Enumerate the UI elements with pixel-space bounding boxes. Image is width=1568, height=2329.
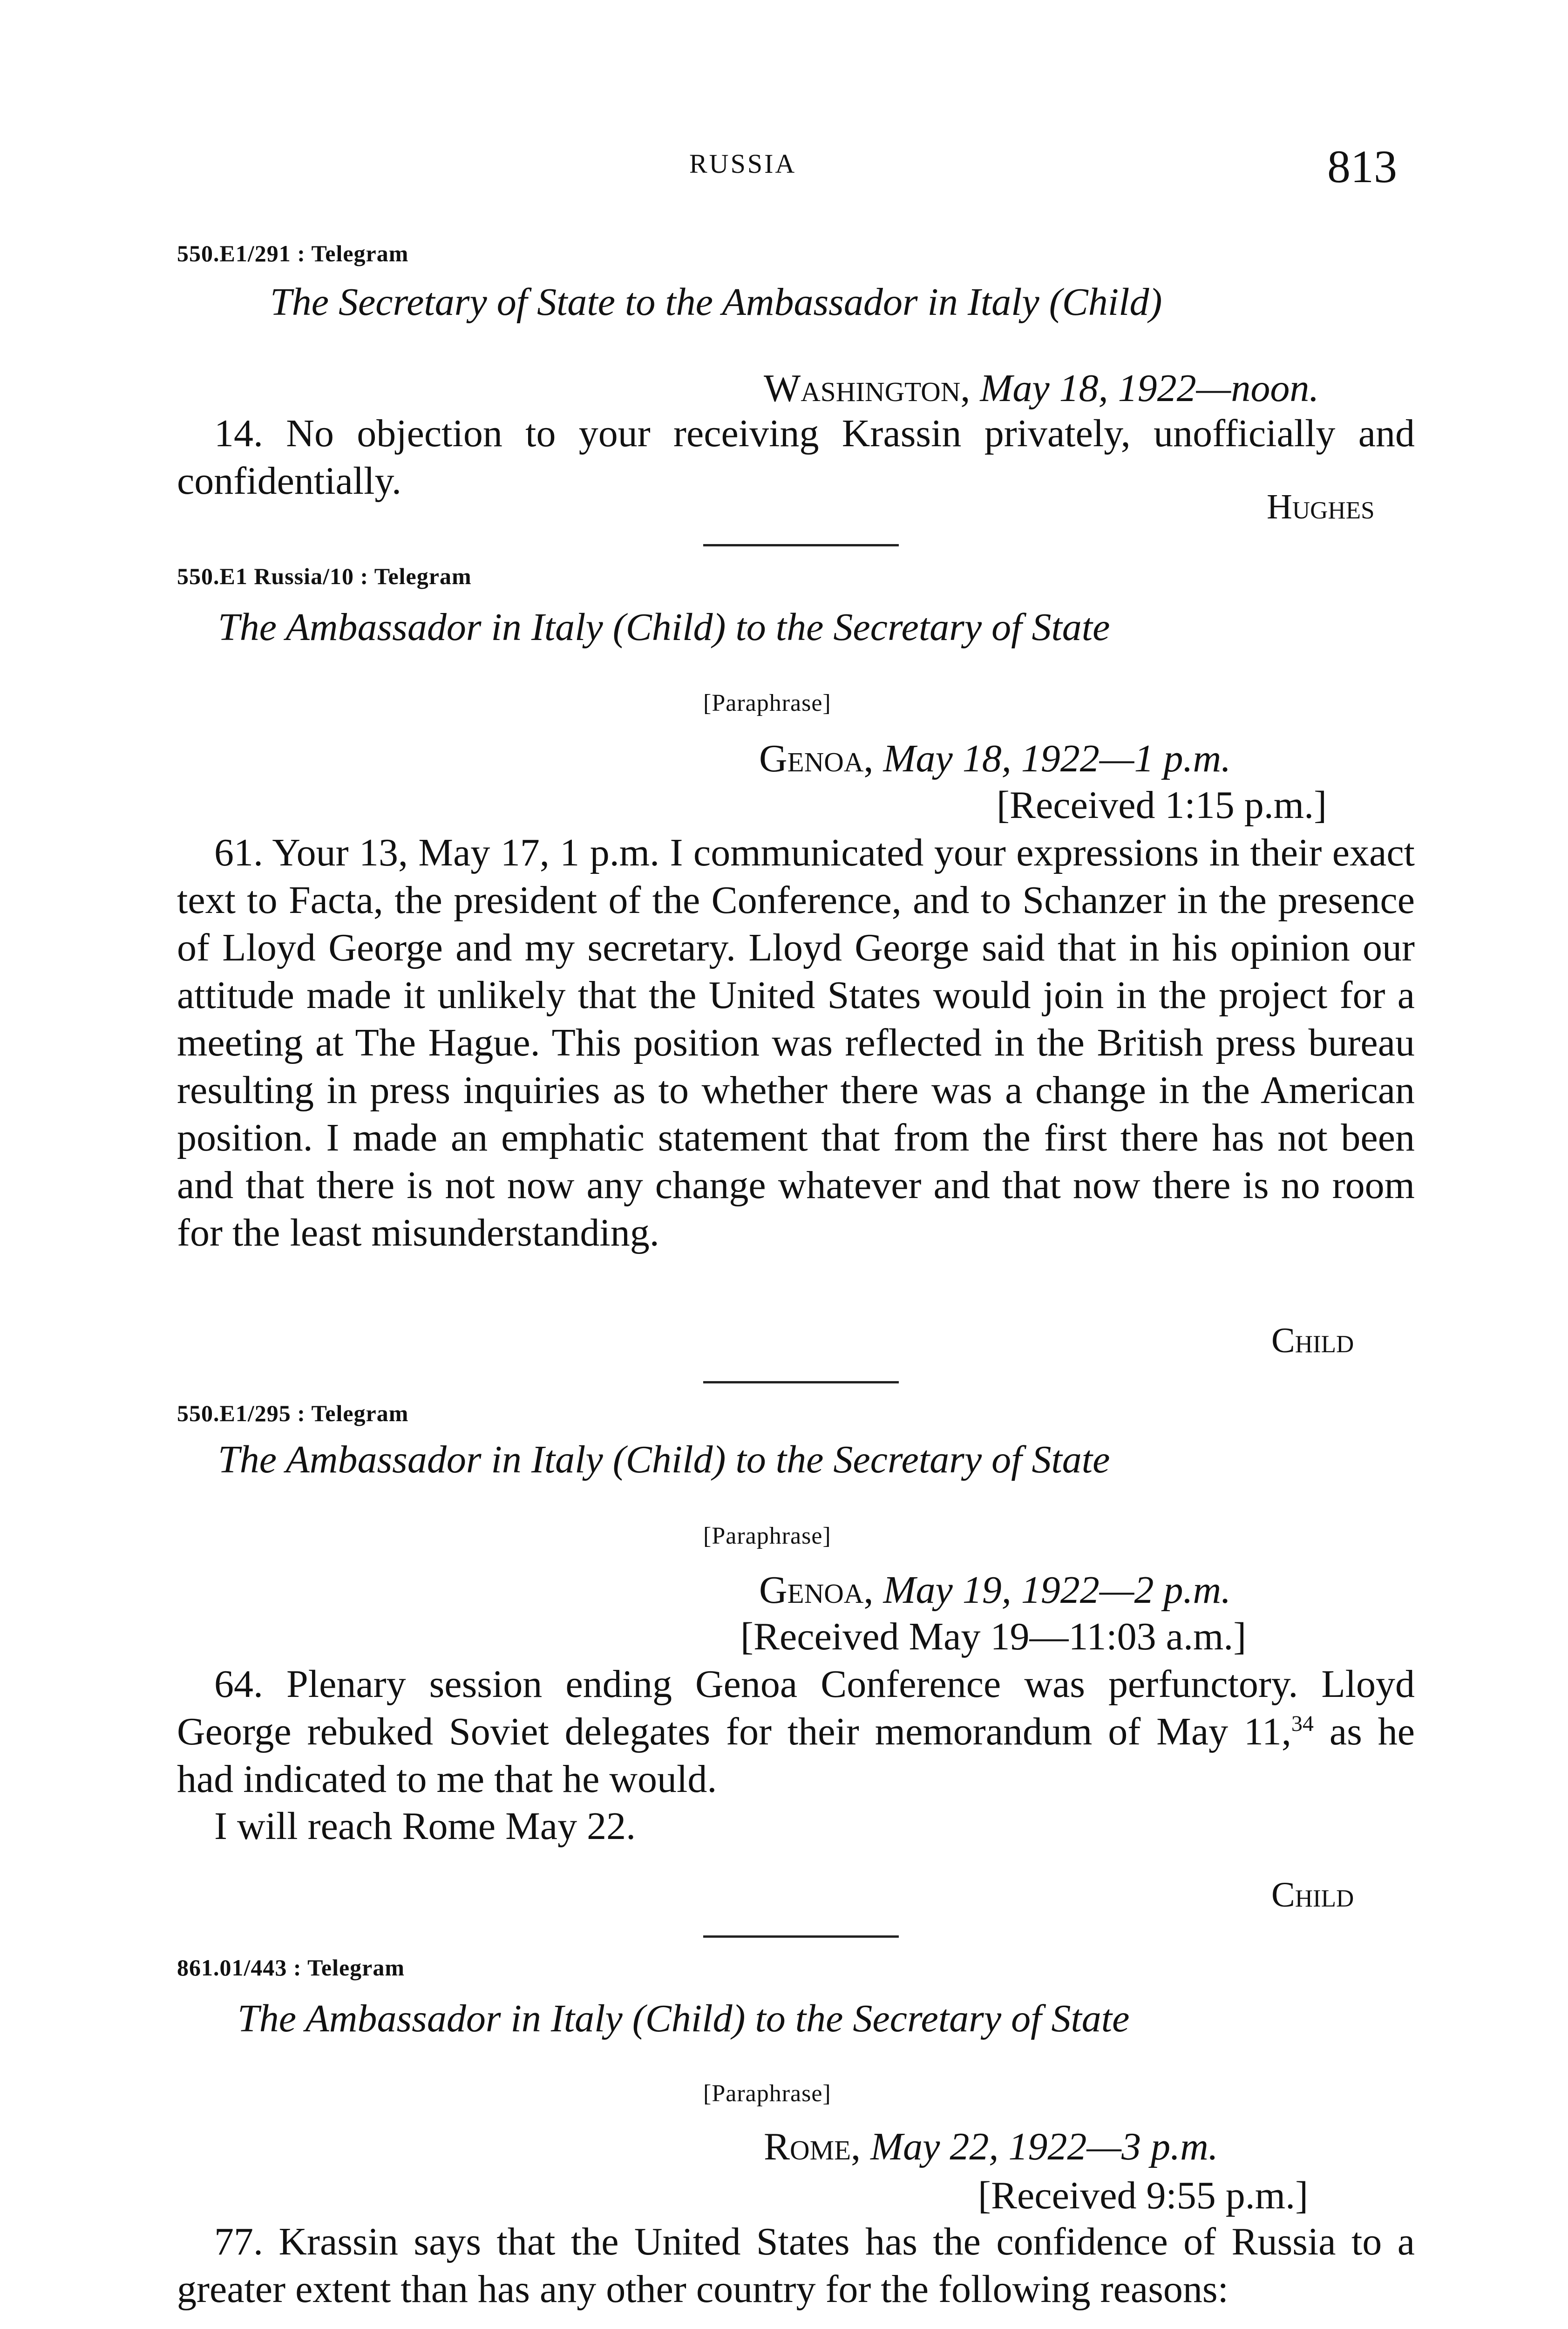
section-4-received: [Received 9:55 p.m.] [978,2174,1309,2217]
section-2-signature: Child [1271,1321,1354,1360]
page-number: 813 [1327,141,1397,192]
section-4-title: The Ambassador in Italy (Child) to the Secretary of State [238,1997,1130,2040]
section-3-signature: Child [1271,1875,1354,1914]
section-1-dateline-place: Washington, [764,367,971,410]
section-4-dateline-place: Rome, [764,2125,861,2168]
section-1-dateline [764,366,1319,411]
section-3-received: [Received May 19—11:03 a.m.] [740,1615,1247,1658]
section-divider [703,1935,899,1938]
section-4-file-ref: 861.01/443 : Telegram [177,1954,405,1981]
section-3-dateline-place: Genoa, [759,1568,874,1612]
section-4-paraphrase-label: [Paraphrase] [703,2080,831,2107]
section-2-file-ref: 550.E1 Russia/10 : Telegram [177,563,472,589]
section-1-file-ref: 550.E1/291 : Telegram [177,240,409,266]
section-3-file-ref: 550.E1/295 : Telegram [177,1400,409,1426]
section-1-dateline-date: May 18, 1922—noon. [980,367,1319,410]
section-2-received: [Received 1:15 p.m.] [997,783,1327,827]
section-2-paragraph [177,829,1415,1257]
section-3-dateline-date: May 19, 1922—2 p.m. [883,1568,1231,1612]
section-divider [703,544,899,546]
running-title: RUSSIA [689,149,797,179]
section-2-paragraph-text: 61. Your 13, May 17, 1 p.m. I communicated your expressions in their exact text to Facta, the president of the Conference, and to Schanzer in the presence of Lloyd George and my secretary. Lloyd George said that in his opinion our attitude made it unlikely that the United States would join in the project for a meeting at The Hague. This position was reflected in the British press bureau resulting in press inquiries as to whether there was a change in the American position. I made an emphatic statement that from the first there has not been and that there is not now any change whatever and that now there is no room for the least misunderstanding. [177,831,1415,1254]
section-2-paraphrase-label: [Paraphrase] [703,690,831,716]
section-3-paragraph-1-text: 64. Plenary session ending Genoa Conference was perfunctory. Lloyd George rebuked Soviet delegates for their memorandum of May 11, [177,1662,1415,1753]
section-2-dateline-date: May 18, 1922—1 p.m. [883,737,1231,780]
section-4-dateline [764,2124,1218,2169]
footnote-reference[interactable]: 34 [1291,1711,1314,1736]
section-3-paraphrase-label: [Paraphrase] [703,1523,831,1549]
section-2-dateline-place: Genoa, [759,737,874,780]
section-3-paragraph-1 [177,1661,1415,1803]
section-divider [703,1381,899,1383]
section-1-signature: Hughes [1267,487,1375,526]
section-3-paragraph-2-text: I will reach Rome May 22. [214,1805,636,1848]
section-2-title: The Ambassador in Italy (Child) to the Secretary of State [218,606,1110,649]
section-1-title: The Secretary of State to the Ambassador in Italy (Child) [270,280,1162,324]
section-3-dateline [759,1567,1231,1613]
section-1-paragraph-text: 14. No objection to your receiving Krassin privately, unofficially and confidentially. [177,412,1415,503]
section-2-dateline [759,736,1231,781]
section-4-dateline-date: May 22, 1922—3 p.m. [870,2125,1218,2168]
section-3-title: The Ambassador in Italy (Child) to the Secretary of State [218,1438,1110,1481]
section-1-paragraph [177,410,1415,505]
section-4-paragraph-text: 77. Krassin says that the United States has the confidence of Russia to a greater extent than has any other country for the following reasons: [177,2220,1415,2311]
section-3-paragraph-1-continuation: as he had indicated to me that he would. [177,1710,1415,1801]
section-4-paragraph [177,2218,1415,2313]
section-3-paragraph-2 [177,1803,1415,1850]
